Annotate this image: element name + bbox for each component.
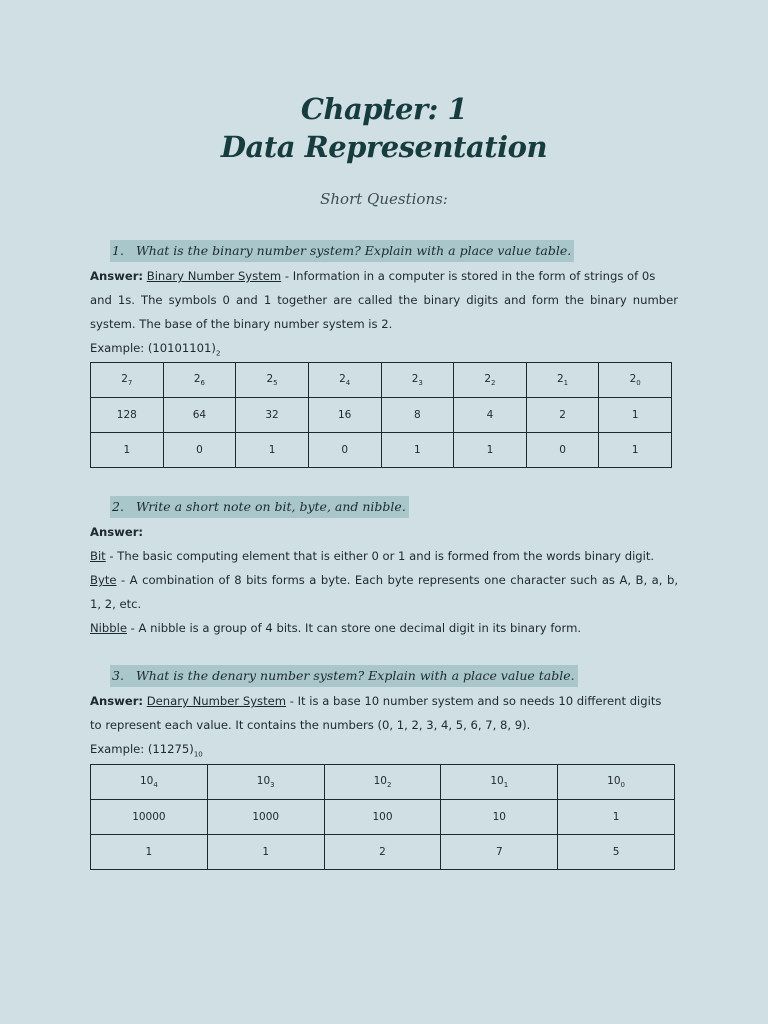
table-cell: 8 bbox=[381, 398, 454, 433]
table-cell: 5 bbox=[558, 835, 675, 870]
answer-text: It is a base 10 number system and so needs 10 different digits bbox=[297, 694, 662, 708]
table-cell: $2_1$ bbox=[526, 363, 599, 398]
answer-term: Binary Number System bbox=[146, 269, 282, 283]
nibble-term: Nibble bbox=[90, 621, 127, 635]
table-cell: 1000 bbox=[207, 800, 324, 835]
q1-answer-line-3: system. The base of the binary number system is 2. bbox=[90, 317, 393, 331]
table-cell: 1 bbox=[599, 433, 672, 468]
table-row-digits bbox=[91, 835, 675, 870]
chapter-title: Chapter: 1 bbox=[300, 92, 468, 126]
table-cell: 1 bbox=[207, 835, 324, 870]
table-cell: 1 bbox=[599, 398, 672, 433]
q2-byte-line-2: 1, 2, etc. bbox=[90, 597, 142, 611]
q1-answer-line-1 bbox=[90, 269, 678, 283]
table-cell: $10_2$ bbox=[324, 765, 441, 800]
example-base: 10 bbox=[193, 750, 203, 759]
table-cell: 1 bbox=[558, 800, 675, 835]
table-cell: $2_7$ bbox=[91, 363, 164, 398]
table-cell: $2_2$ bbox=[454, 363, 527, 398]
chapter-subtitle: Data Representation bbox=[220, 130, 548, 164]
table-cell: 2 bbox=[324, 835, 441, 870]
table-cell: 128 bbox=[91, 398, 164, 433]
question-text: Write a short note on bit, byte, and nibble. bbox=[135, 499, 406, 514]
table-row-place-values bbox=[91, 398, 672, 433]
table-cell: 0 bbox=[308, 433, 381, 468]
table-cell: 7 bbox=[441, 835, 558, 870]
question-number: 2. bbox=[112, 499, 124, 514]
q2-nibble-line bbox=[90, 621, 678, 635]
term-dash: - bbox=[281, 269, 293, 283]
bit-text: - The basic computing element that is either 0 or 1 and is formed from the words binary digit. bbox=[105, 549, 655, 563]
question-1-heading bbox=[110, 240, 574, 262]
answer-label: Answer: bbox=[90, 525, 144, 539]
answer-label: Answer: bbox=[90, 694, 144, 708]
q2-bit-line bbox=[90, 549, 678, 563]
q2-byte-line bbox=[90, 573, 678, 587]
question-2-heading bbox=[110, 496, 409, 518]
bit-term: Bit bbox=[90, 549, 106, 563]
table-cell: 0 bbox=[163, 433, 236, 468]
table-cell: 10000 bbox=[91, 800, 208, 835]
q3-example bbox=[90, 742, 678, 758]
table-cell: 10 bbox=[441, 800, 558, 835]
table-cell: 1 bbox=[91, 433, 164, 468]
denary-place-value-table bbox=[90, 764, 675, 870]
table-cell: $10_4$ bbox=[91, 765, 208, 800]
table-cell: 1 bbox=[454, 433, 527, 468]
term-dash: - bbox=[286, 694, 298, 708]
table-row-digits bbox=[91, 433, 672, 468]
table-cell: $10_1$ bbox=[441, 765, 558, 800]
table-cell: 16 bbox=[308, 398, 381, 433]
answer-text: Information in a computer is stored in the form of strings of 0s bbox=[292, 269, 656, 283]
q1-example bbox=[90, 341, 678, 357]
answer-term: Denary Number System bbox=[146, 694, 287, 708]
example-label: Example: (11275) bbox=[90, 742, 194, 756]
answer-label: Answer: bbox=[90, 269, 144, 283]
example-base: 2 bbox=[215, 349, 221, 358]
table-cell: $2_6$ bbox=[163, 363, 236, 398]
table-cell: 1 bbox=[236, 433, 309, 468]
table-cell: $10_0$ bbox=[558, 765, 675, 800]
q2-answer-label bbox=[90, 525, 678, 539]
table-cell: $2_5$ bbox=[236, 363, 309, 398]
table-cell: 2 bbox=[526, 398, 599, 433]
table-row-powers bbox=[91, 765, 675, 800]
section-title: Short Questions: bbox=[320, 190, 448, 208]
question-text: What is the denary number system? Explain with a place value table. bbox=[135, 668, 575, 683]
q1-answer-line-2: and 1s. The symbols 0 and 1 together are called the binary digits and form the binary number bbox=[90, 293, 678, 307]
binary-place-value-table bbox=[90, 362, 672, 468]
question-text: What is the binary number system? Explain with a place value table. bbox=[135, 243, 572, 258]
table-cell: $2_4$ bbox=[308, 363, 381, 398]
table-cell: 32 bbox=[236, 398, 309, 433]
question-number: 1. bbox=[112, 243, 124, 258]
byte-text: - A combination of 8 bits forms a byte. Each byte represents one character such as A, B, a, b, bbox=[116, 573, 678, 587]
byte-term: Byte bbox=[90, 573, 117, 587]
table-cell: 0 bbox=[526, 433, 599, 468]
table-cell: $2_3$ bbox=[381, 363, 454, 398]
table-cell: $10_3$ bbox=[207, 765, 324, 800]
table-cell: 1 bbox=[91, 835, 208, 870]
table-cell: $2_0$ bbox=[599, 363, 672, 398]
table-row-place-values bbox=[91, 800, 675, 835]
table-row-powers bbox=[91, 363, 672, 398]
table-cell: 64 bbox=[163, 398, 236, 433]
example-label: Example: (10101101) bbox=[90, 341, 216, 355]
nibble-text: - A nibble is a group of 4 bits. It can store one decimal digit in its binary form. bbox=[126, 621, 582, 635]
question-number: 3. bbox=[112, 668, 124, 683]
table-cell: 1 bbox=[381, 433, 454, 468]
table-cell: 100 bbox=[324, 800, 441, 835]
question-3-heading bbox=[110, 665, 578, 687]
q3-answer-line-2: to represent each value. It contains the numbers (0, 1, 2, 3, 4, 5, 6, 7, 8, 9). bbox=[90, 718, 531, 732]
q3-answer-line-1 bbox=[90, 694, 678, 708]
table-cell: 4 bbox=[454, 398, 527, 433]
